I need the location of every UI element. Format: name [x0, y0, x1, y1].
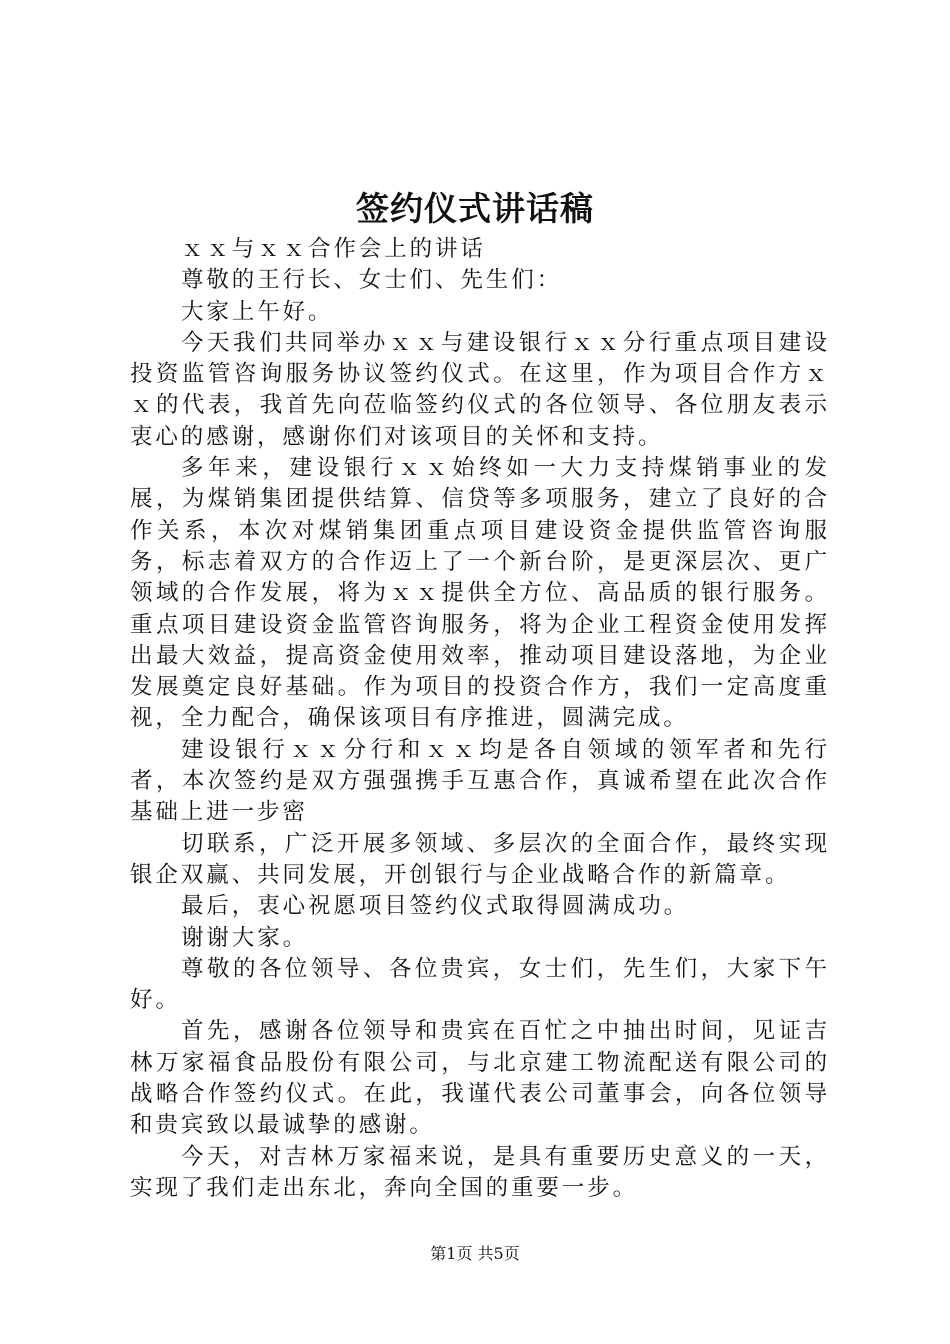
paragraph: 今天我们共同举办ｘｘ与建设银行ｘｘ分行重点项目建设投资监管咨询服务协议签约仪式。在这里，作为项目合作方ｘｘ的代表，我首先向莅临签约仪式的各位领导、各位朋友表示衷心的感谢，感谢你们对该项目的关怀和支持。 — [130, 329, 830, 450]
paragraph-salutation: 尊敬的王行长、女士们、先生们： — [181, 267, 563, 294]
paragraph: 切联系，广泛开展多领域、多层次的全面合作，最终实现银企双赢、共同发展，开创银行与企业战略合作的新篇章。 — [130, 830, 830, 888]
paragraph: 首先，感谢各位领导和贵宾在百忙之中抽出时间，见证吉林万家福食品股份有限公司，与北京建工物流配送有限公司的战略合作签约仪式。在此，我谨代表公司董事会，向各位领导和贵宾致以最诚挚的感谢。 — [130, 1018, 830, 1139]
paragraph: 今天，对吉林万家福来说，是具有重要历史意义的一天，实现了我们走出东北，奔向全国的重要一步。 — [130, 1143, 830, 1201]
paragraph: 建设银行ｘｘ分行和ｘｘ均是各自领域的领军者和先行者，本次签约是双方强强携手互惠合作，真诚希望在此次合作基础上进一步密 — [130, 736, 830, 826]
document-body — [130, 234, 830, 1204]
paragraph: 尊敬的各位领导、各位贵宾，女士们，先生们，大家下午好。 — [130, 955, 830, 1014]
paragraph-greeting: 大家上午好。 — [181, 298, 334, 325]
paragraph-subtitle: ｘｘ与ｘｘ合作会上的讲话 — [181, 236, 486, 262]
paragraph: 多年来，建设银行ｘｘ始终如一大力支持煤销事业的发展，为煤销集团提供结算、信贷等多项服务，建立了良好的合作关系，本次对煤销集团重点项目建设资金提供监管咨询服务，标志着双方的合作迈上了一个新台阶，是更深层次、更广领域的合作发展，将为ｘｘ提供全方位、高品质的银行服务。重点项目建设资金监管咨询服务，将为企业工程资金使用发挥出最大效益，提高资金使用效率，推动项目建设落地，为企业发展奠定良好基础。作为项目的投资合作方，我们一定高度重视，全力配合，确保该项目有序推进，圆满完成。 — [130, 455, 830, 732]
document-title: 签约仪式讲话稿 — [356, 189, 594, 228]
paragraph: 最后，衷心祝愿项目签约仪式取得圆满成功。 — [181, 893, 690, 920]
paragraph: 谢谢大家。 — [181, 924, 309, 951]
page-number-footer: 第1页 共5页 — [430, 1244, 520, 1263]
